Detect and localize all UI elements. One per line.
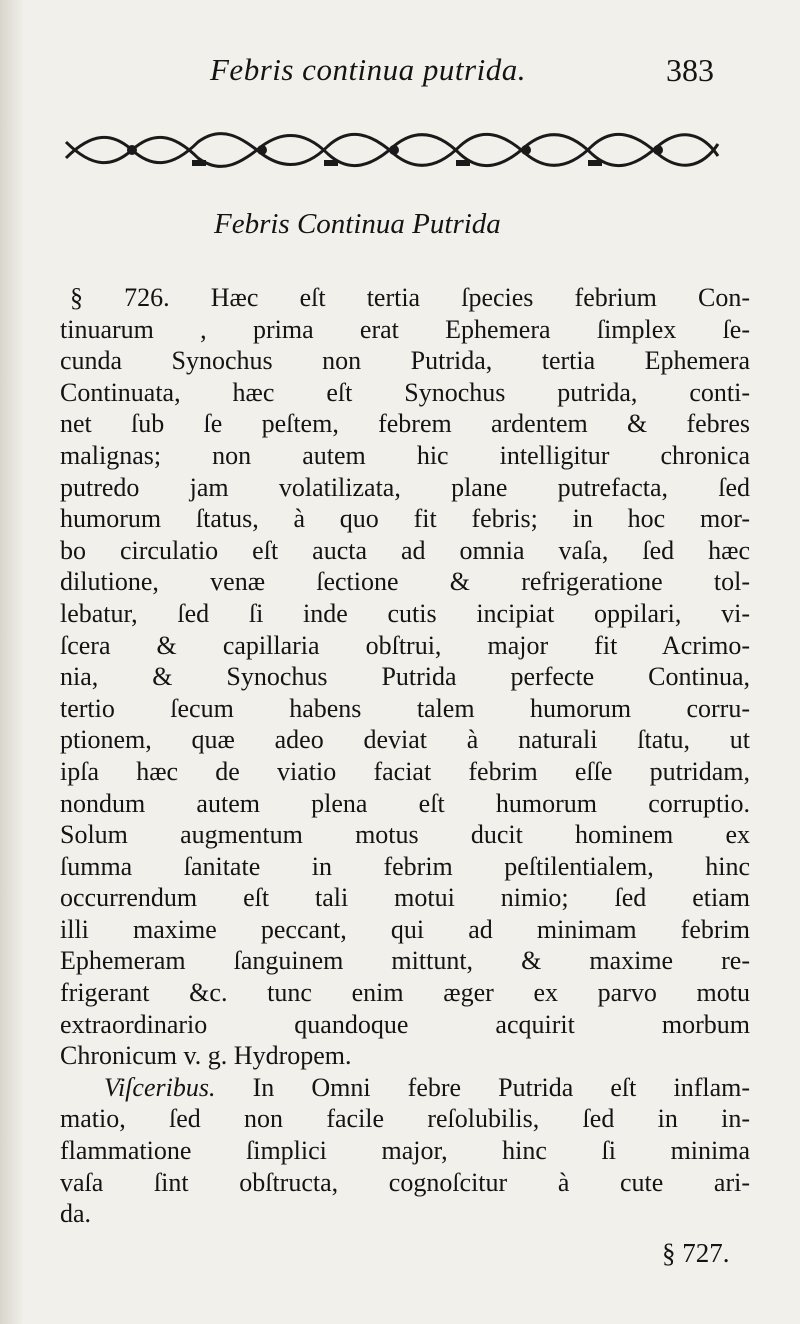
- ornamental-band-icon: [62, 128, 722, 172]
- catchword: § 727.: [662, 1238, 730, 1268]
- text-line: frigerant &c. tunc enim æger ex parvo motu: [60, 978, 750, 1008]
- chapter-title: Febris Continua Putrida: [214, 208, 501, 240]
- text-line: putredo jam volatilizata, plane putrefacta, ſed: [60, 472, 750, 502]
- text-line: nondum autem plena eſt humorum corruptio.: [60, 788, 750, 818]
- text-line: Chronicum v. g. Hydropem.: [60, 1041, 352, 1071]
- text-line: Ephemeram ſanguinem mittunt, & maxime re-: [60, 946, 750, 976]
- visceribus-first-line: [60, 1072, 750, 1104]
- text-line: tertio ſecum habens talem humorum corru-: [60, 693, 750, 723]
- text-line: dilutione, venæ ſectione & refrigeratione tol-: [60, 567, 750, 597]
- page-number: 383: [666, 52, 714, 88]
- text-line: ptionem, quæ adeo deviat à naturali ſtatu, ut: [60, 725, 750, 755]
- running-title: Febris continua putrida.: [210, 52, 526, 87]
- text-line: vaſa ſint obſtructa, cognoſcitur à cute ari-: [60, 1167, 750, 1197]
- text-line: ſumma ſanitate in febrim peſtilentialem, hinc: [60, 851, 750, 881]
- text-line: cunda Synochus non Putrida, tertia Ephemera: [60, 346, 750, 376]
- text-line: bo circulatio eſt aucta ad omnia vaſa, ſed hæc: [60, 535, 750, 565]
- visceribus-first-line-text: In Omni febre Putrida eſt inflam-: [252, 1072, 750, 1102]
- body-text: [60, 282, 750, 1230]
- text-line: illi maxime peccant, qui ad minimam febrim: [60, 914, 750, 944]
- text-line: Continuata, hæc eſt Synochus putrida, conti-: [60, 377, 750, 407]
- text-line: humorum ſtatus, à quo fit febris; in hoc mor-: [60, 504, 750, 534]
- text-line: matio, ſed non facile reſolubilis, ſed in in-: [60, 1104, 750, 1134]
- text-line: extraordinario quandoque acquirit morbum: [60, 1009, 750, 1039]
- text-line: nia, & Synochus Putrida perfecte Continua,: [60, 662, 750, 692]
- text-line: da.: [60, 1199, 92, 1229]
- text-line: net ſub ſe peſtem, febrem ardentem & febres: [60, 409, 750, 439]
- text-line: occurrendum eſt tali motui nimio; ſed etiam: [60, 883, 750, 913]
- text-line: malignas; non autem hic intelligitur chronica: [60, 440, 750, 470]
- running-head: [0, 52, 800, 102]
- text-line: tinuarum , prima erat Ephemera ſimplex ſe-: [60, 314, 750, 344]
- text-line: lebatur, ſed ſi inde cutis incipiat oppilari, vi-: [60, 598, 750, 628]
- text-line: ſcera & capillaria obſtrui, major fit Acrimo-: [60, 630, 750, 660]
- visceribus-label: Viſceribus.: [104, 1072, 216, 1102]
- text-line: ipſa hæc de viatio faciat febrim eſſe putridam,: [60, 756, 750, 786]
- text-line: § 726. Hæc eſt tertia ſpecies febrium Con-: [70, 283, 750, 312]
- text-line: flammatione ſimplici major, hinc ſi minima: [60, 1136, 750, 1166]
- text-line: Solum augmentum motus ducit hominem ex: [60, 820, 750, 850]
